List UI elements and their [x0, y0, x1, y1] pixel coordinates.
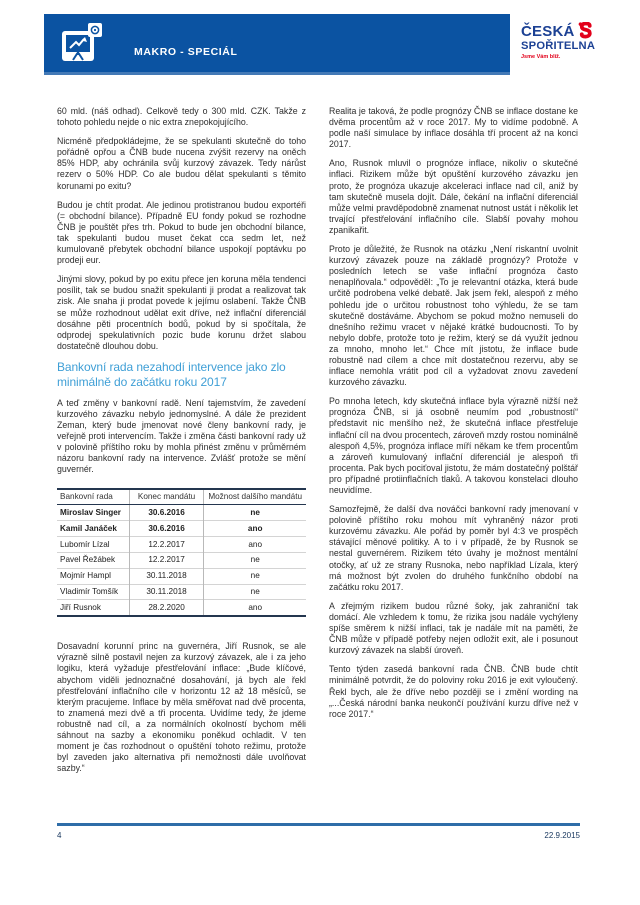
mandate-end: 30.6.2016 — [129, 521, 204, 537]
logo-tagline: Jsme Vám blíž. — [521, 54, 561, 61]
table-header-row — [57, 489, 306, 505]
footer-date: 22.9.2015 — [544, 831, 580, 840]
next-mandate: ano — [204, 521, 306, 537]
paragraph: Tento týden zasedá bankovní rada ČNB. ČNB bude chtít minimálně potvrdit, že do poloviny roku 2016 je exit vyloučený. Řekl bych, ale že dříve nebo později se i změní wording na „...Česká národní banka neukončí používání kurzu dříve než v roce 2017.“ — [329, 664, 578, 719]
paragraph: Nicméně předpokládejme, že se spekulanti skutečně do toho pořádně opřou a ČNB bude nucena zvýšit rezervy na oněch 85% HDP, aby ochránila svůj kurzový závazek. Tedy nárůst rezerv o 50% HDP. Co ale budou dělat spekulanti s těmito korunami po exitu? — [57, 136, 306, 191]
next-mandate: ano — [204, 537, 306, 553]
member-name: Jiří Rusnok — [57, 600, 129, 616]
left-column — [57, 106, 306, 782]
next-mandate: ne — [204, 552, 306, 568]
paragraph: Dosavadní korunní princ na guvernéra, Jiří Rusnok, se ale výrazně silně postavil nejen za kurzový závazek, ale i za jeho logiku, která vyžaduje přestřelování inflace: „Bude klíčové, abychom viděli jednoznačné dosahování, já bych ale řekl přestřelování inflačního cíle v horizontu 12 až 18 měsíců, se kterým pracujeme. Inflace by měla směřovat nad dvě procenta, to znamená mezi dvě a tři procenta. Uvidíme tedy, že jdeme robustně nad cíl, a za normálních okolností bychom měli sáhnout na sazby a ekonomiku poněkud ochladit. V ten moment je čas rozhodnout o opuštění tohoto režimu, protože byl zaveden jako alternativa při nemožnosti dále uvolňovat sazby.“ — [57, 641, 306, 774]
footer-divider — [57, 823, 580, 826]
logo-text-line2: SPOŘITELNA — [521, 40, 596, 52]
next-mandate: ne — [204, 505, 306, 521]
mandate-end: 12.2.2017 — [129, 552, 204, 568]
paragraph: Ano, Rusnok mluvil o prognóze inflace, nikoliv o skutečné inflaci. Rizikem může být opuštění kurzového závazku jen proto, že prognóza ukazuje akceleraci inflace nad cíl, aniž by tam skutečně musela dojít. Dále, čekání na inflační diferenciál může velmi pravděpodobně znamenat nutnost ustát i několik let trvající přestřelování inflačního cíle. Slabší povahy mohou zpanikařit. — [329, 158, 578, 235]
flipchart-presentation-icon — [60, 23, 104, 69]
paragraph: Jinými slovy, pokud by po exitu přece jen koruna měla tendenci posílit, tak se budou snažit spekulanti ji prodat a realizovat tak zisk. Ale snaha ji prodat povede k jejímu oslabení. Takže ČNB se může rozhodnout udělat exit dříve, než inflační diferenciál dosáhne pěti procentních bodů, pokud by si spočítala, že odprodej spekulativních pozic bude korunu držet slabou dostatečně dlouhou dobu. — [57, 274, 306, 351]
mandate-end: 30.11.2018 — [129, 584, 204, 600]
next-mandate: ano — [204, 600, 306, 616]
mandate-end: 28.2.2020 — [129, 600, 204, 616]
next-mandate: ne — [204, 568, 306, 584]
next-mandate: ne — [204, 584, 306, 600]
paragraph: Po mnoha letech, kdy skutečná inflace byla výrazně nižší než prognóza ČNB, si já osobně neumím pod „robustností“ představit nic menšího než, že skutečná inflace přestřeluje inflační cíl na dvou procentech, zároveň mzdy rostou nominálně alespoň 4,5%, prognóza inflace míří někam ke třem procentům a zároveň kumulovaný inflační diferenciál je alespoň tři procenta. Pak bych pociťoval jistotu, že mám dostatečný polštář pro případné protiinflačních tlaků. A takovou konstelaci dlouho neuvidíme. — [329, 396, 578, 495]
document-body — [57, 106, 578, 782]
member-name: Vladimír Tomšík — [57, 584, 129, 600]
table-row — [57, 568, 306, 584]
banner-title: MAKRO - SPECIÁL — [134, 46, 238, 58]
member-name: Miroslav Singer — [60, 507, 121, 517]
table-row — [57, 521, 306, 537]
table-row — [57, 505, 306, 521]
page-number: 4 — [57, 831, 62, 840]
table-row — [57, 600, 306, 616]
right-column — [329, 106, 578, 782]
paragraph: Samozřejmě, že další dva nováčci bankovní rady jmenovaní v polovině příštího roku mohou mít vyhraněný názor proti kurzovému závazku. Ale pořád by poměr byl 4:3 ve prospěch stávající měnové politiky. A to i v případě, že by Rusnok se nestal guvernérem. Rizikem této úvahy je možnost mentální otočky, ať už ze strany Rusnoka, nebo například Lízala, který má možnost být zvolen do druhého funkčního období na začátku roku 2017. — [329, 504, 578, 592]
table-row — [57, 584, 306, 600]
paragraph: 60 mld. (náš odhad). Celkově tedy o 300 mld. CZK. Takže z tohoto pohledu nejde o nic extra znepokojujícího. — [57, 106, 306, 128]
member-name: Mojmír Hampl — [57, 568, 129, 584]
mandate-end: 30.6.2016 — [129, 505, 204, 521]
ceska-sporitelna-logo — [521, 24, 595, 61]
erste-s-mark-icon — [578, 22, 593, 39]
column-header-next-mandate: Možnost dalšího mandátu — [204, 489, 306, 505]
mandate-end: 12.2.2017 — [129, 537, 204, 553]
table-row — [57, 552, 306, 568]
member-name: Pavel Řežábek — [57, 552, 129, 568]
column-header-mandate-end: Konec mandátu — [129, 489, 204, 505]
member-name: Lubomír Lízal — [57, 537, 129, 553]
footer — [57, 831, 580, 840]
mandate-end: 30.11.2018 — [129, 568, 204, 584]
member-name: Kamil Janáček — [57, 521, 129, 537]
column-header-board: Bankovní rada — [57, 489, 129, 505]
paragraph: A zřejmým rizikem budou různé šoky, jak zahraniční tak domácí. Ale vzhledem k tomu, že rizika jsou nadále vychýleny spíše směrem k nižší inflaci, tak je nadále mít na paměti, že ČNB může v případě potřeby nejen odložit exit, ale i posunout kurzový závazek na slabší úroveň. — [329, 600, 578, 656]
header-banner — [44, 14, 510, 75]
paragraph: Realita je taková, že podle prognózy ČNB se inflace dostane ke dvěma procentům až v roce 2017. My to vidíme podobně. A podle naší simulace by inflace dosáhla tří procent až na konci 2017. — [329, 106, 578, 150]
logo-text-line1: ČESKÁ — [521, 23, 575, 40]
paragraph: Budou je chtít prodat. Ale jedinou protistranou budou exportéři (= obchodní bilance). Případně EU fondy pokud se rozhodne ČNB je pouštět přes trh. Pokud to bude jen obchodní bilance, tak spekulanti budou muset čekat cca sedm let, než kumulovaně přebytek obchodní bilance uspokojí poptávku po prodeji eur. — [57, 199, 306, 266]
board-mandates-table — [57, 488, 306, 618]
section-heading: Bankovní rada nezahodí intervence jako zlo minimálně do začátku roku 2017 — [57, 359, 286, 389]
table-row — [57, 537, 306, 553]
paragraph: Proto je důležité, že Rusnok na otázku „Není riskantní uvolnit kurzový závazek pouze na základě prognózy? Protože v posledních letech se vaše inflační prognóza často nenaplňovala.“ odpověděl: „To je relevantní otázka, která bude určitě podrobena velké debatě. Jak jsem řekl, alespoň z mého pohledu jde o určitou robustnost toho výhledu, že se tam skutečně dostáváme. Abychom se pokud možno nemuseli do dnešního režimu vracet v nějaké krátké budoucnosti. To by nebylo dobře, protože toto je režim, který se dá využít jednou za mnoho, mnoho let.“ Chce mít jistotu, že inflace bude robustně nad cílem a chce mít dostatečnou rezervu, aby se inflace nemohla vrátit pod cíl a vyžadovat znovu zavedení kurzového závazku. — [329, 244, 578, 388]
paragraph: A teď změny v bankovní radě. Není tajemstvím, že zavedení kurzového závazku nebylo jednomyslné. A dále že prezident Zeman, který bude jmenovat nové členy bankovní rady, je veřejně proti intervencím. Takže i změna části bankovní rady už v polovině příštího roku by mohla přinést změnu v průměrném názoru bankovní rady na intervence. Zvlášť protože se mění guvernér. — [57, 397, 306, 475]
